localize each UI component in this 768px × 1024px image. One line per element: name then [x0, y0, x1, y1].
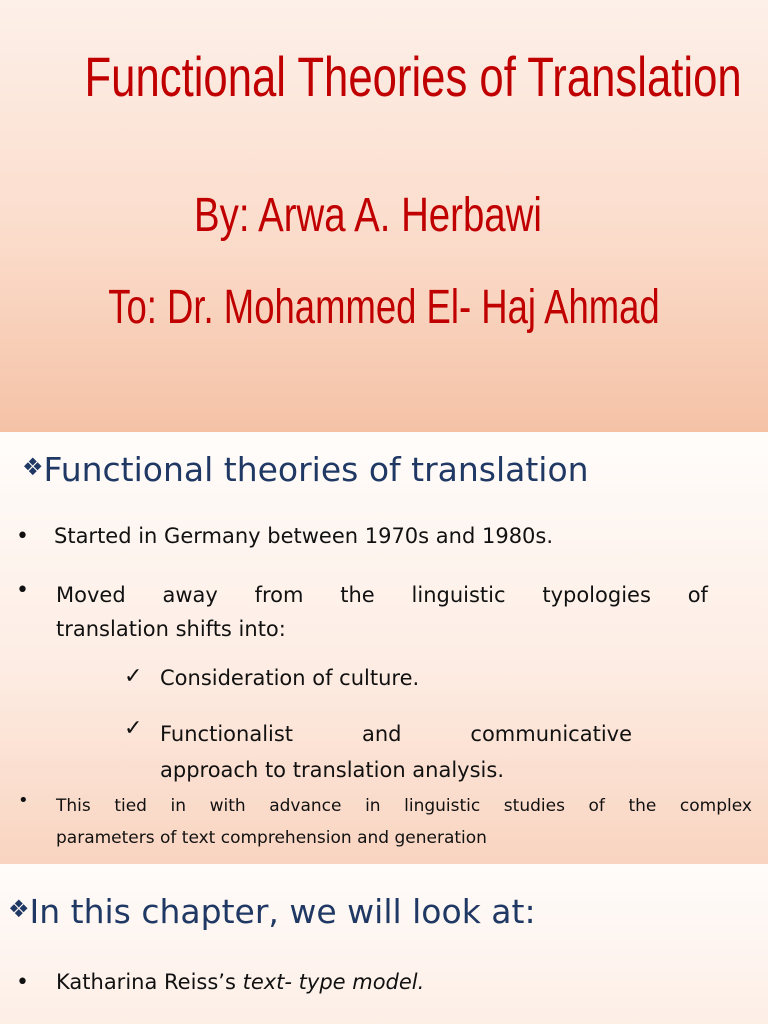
bullet-item-2-word: away: [162, 583, 218, 607]
bullet-item-3-line2: parameters of text comprehension and generation: [56, 828, 487, 848]
bullet-item-3-word: in: [365, 796, 381, 816]
bullet-item-3-word: advance: [269, 796, 342, 816]
title-slide: [0, 0, 768, 432]
checkmark-icon: ✓: [124, 664, 143, 689]
checkmark-icon: ✓: [124, 716, 143, 741]
bullet-icon: •: [18, 790, 29, 811]
check-item-2-word: and: [361, 722, 402, 746]
author-line: By: Arwa A. Herbawi: [194, 189, 542, 242]
bullet-item-2-word: of: [687, 583, 708, 607]
check-item-2: [160, 716, 632, 788]
bullet-item-2: [56, 578, 708, 646]
bullet-item-2-word: from: [254, 583, 304, 607]
bullet-icon: •: [16, 970, 29, 995]
chapter-item-italic: text- type model.: [242, 970, 425, 994]
bullet-item-1: Started in Germany between 1970s and 1980s.: [54, 524, 554, 548]
recipient-line: To: Dr. Mohammed El- Haj Ahmad: [108, 281, 660, 334]
presentation-title: Functional Theories of Translation: [84, 45, 742, 108]
heading-text: Functional theories of translation: [43, 450, 589, 489]
bullet-item-2-word: the: [340, 583, 375, 607]
check-item-2-word: Functionalist: [160, 722, 294, 746]
bullet-item-3-word: studies: [503, 796, 565, 816]
bullet-item-2-word: Moved: [56, 583, 126, 607]
check-item-2-line2: approach to translation analysis.: [160, 758, 504, 782]
bullet-item-2-word: linguistic: [411, 583, 506, 607]
bullet-item-3-line1: [56, 790, 752, 822]
diamond-bullet-icon: ❖: [22, 453, 44, 481]
chapter-item-text: Katharina Reiss’s: [56, 970, 243, 994]
bullet-item-3-word: linguistic: [404, 796, 481, 816]
diamond-bullet-icon: ❖: [8, 895, 30, 923]
bullet-item-3-word: the: [628, 796, 657, 816]
check-item-2-line1: [160, 716, 632, 752]
bullet-item-2-line2: translation shifts into:: [56, 617, 286, 641]
check-item-1: Consideration of culture.: [160, 666, 420, 690]
bullet-item-2-line1: [56, 578, 708, 612]
bullet-item-3-word: complex: [679, 796, 752, 816]
bullet-item-3-word: tied: [114, 796, 147, 816]
bullet-item-3-word: with: [209, 796, 246, 816]
check-item-2-word: communicative: [470, 722, 632, 746]
slide-heading: [22, 450, 589, 489]
bullet-icon: •: [16, 524, 29, 549]
bullet-item-3-word: in: [170, 796, 187, 816]
heading-text: In this chapter, we will look at:: [29, 892, 536, 931]
bullet-item-3-word: This: [56, 796, 91, 816]
bullet-item-3: [56, 790, 752, 854]
bullet-item-3-word: of: [588, 796, 605, 816]
chapter-item-1: [56, 970, 424, 994]
functional-theories-slide: [0, 432, 768, 864]
slide-heading: [8, 892, 536, 931]
bullet-icon: •: [16, 578, 29, 603]
bullet-item-2-word: typologies: [542, 583, 651, 607]
chapter-overview-slide: [0, 864, 768, 1024]
